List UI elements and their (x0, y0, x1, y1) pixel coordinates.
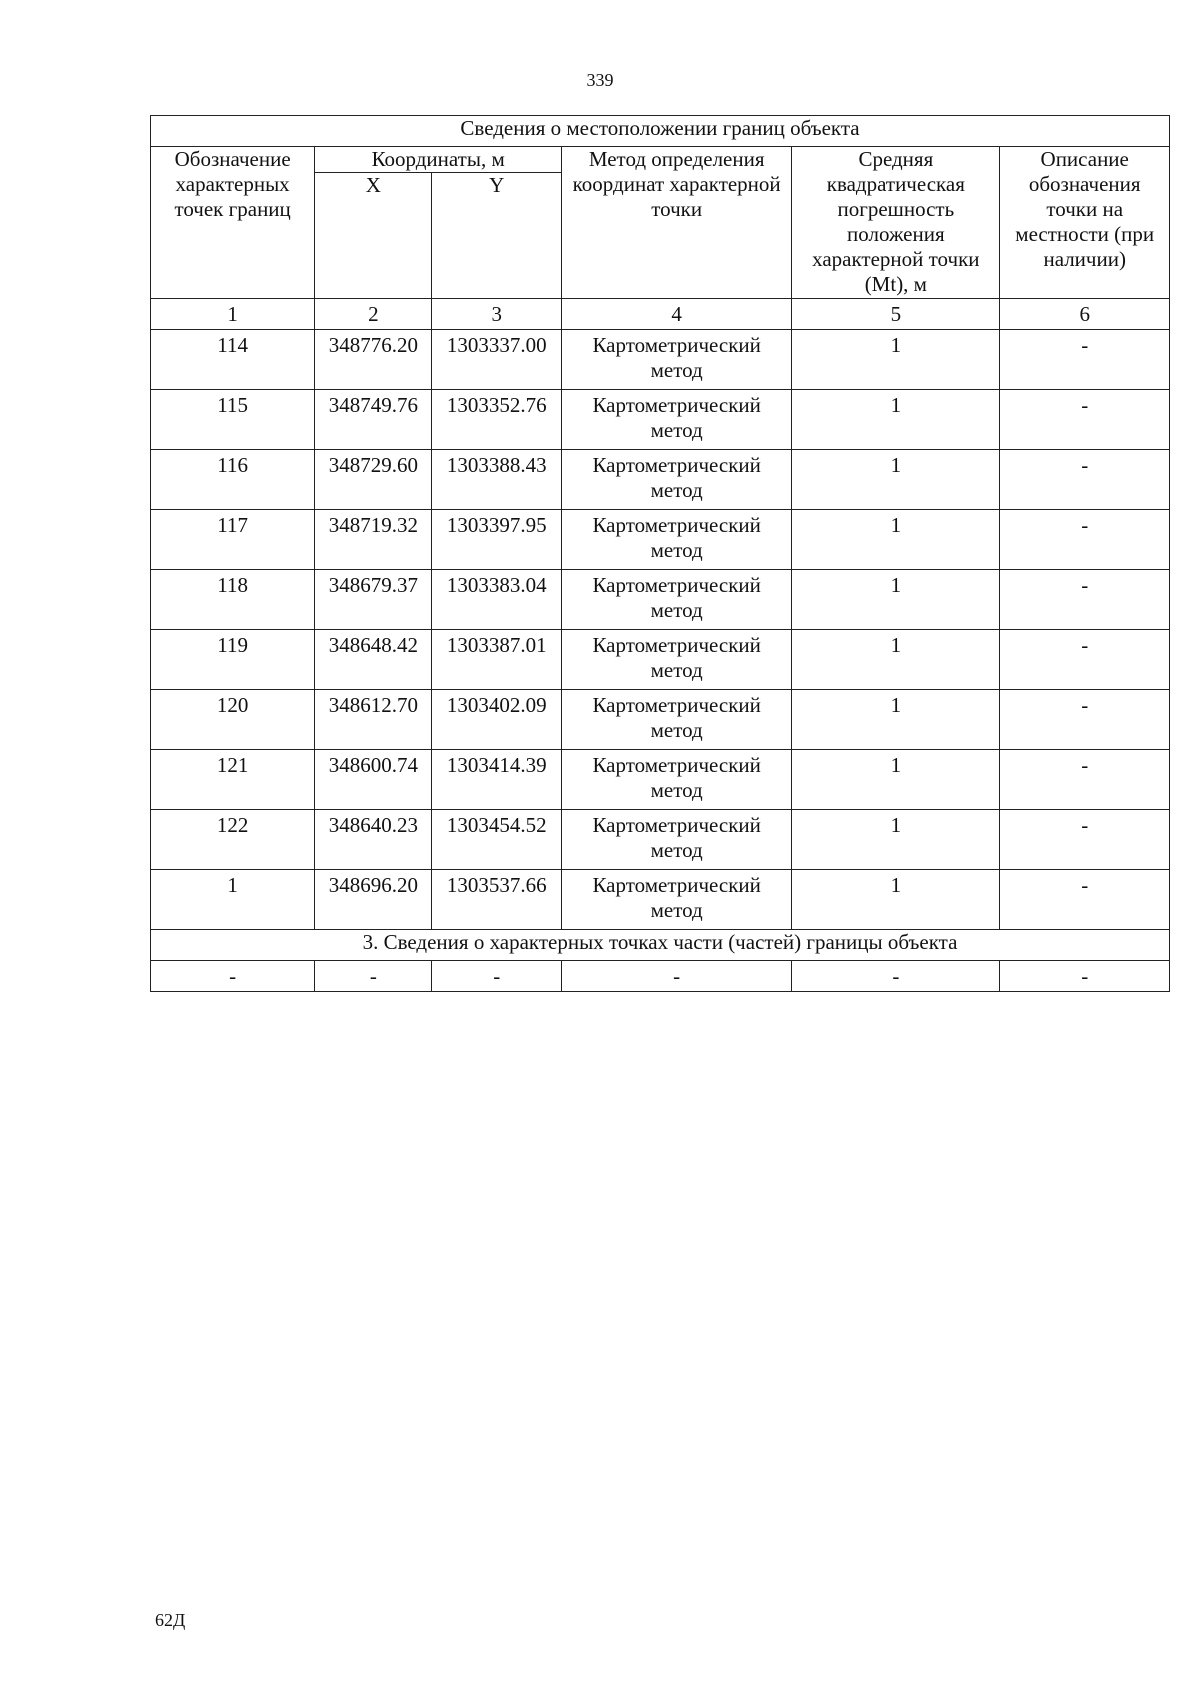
error-value: 1 (792, 750, 1000, 810)
section3-cell: - (432, 961, 562, 992)
coord-x: 348679.37 (315, 570, 432, 630)
table-row (151, 750, 1170, 810)
column-number: 5 (792, 299, 1000, 330)
error-value: 1 (792, 630, 1000, 690)
section3-title: 3. Сведения о характерных точках части (частей) границы объекта (151, 930, 1170, 961)
header-method: Метод определения координат характерной точки (562, 147, 792, 299)
table-title: Сведения о местоположении границ объекта (151, 116, 1170, 147)
coord-y: 1303397.95 (432, 510, 562, 570)
table-row (151, 570, 1170, 630)
header-row (151, 147, 1170, 173)
section3-cell: - (562, 961, 792, 992)
method: Картометрический метод (562, 870, 792, 930)
header-designation: Обозначение характерных точек границ (151, 147, 315, 299)
column-number: 1 (151, 299, 315, 330)
point-id: 120 (151, 690, 315, 750)
table-body (151, 116, 1170, 992)
footer-code: 62Д (155, 1610, 186, 1630)
point-id: 121 (151, 750, 315, 810)
coord-x: 348719.32 (315, 510, 432, 570)
error-value: 1 (792, 870, 1000, 930)
table-row (151, 390, 1170, 450)
header-y: Y (432, 173, 562, 299)
column-number: 6 (1000, 299, 1170, 330)
header-x: X (315, 173, 432, 299)
method: Картометрический метод (562, 810, 792, 870)
column-number: 4 (562, 299, 792, 330)
coord-x: 348729.60 (315, 450, 432, 510)
coord-y: 1303402.09 (432, 690, 562, 750)
description: - (1000, 810, 1170, 870)
coord-y: 1303352.76 (432, 390, 562, 450)
description: - (1000, 450, 1170, 510)
table-row (151, 690, 1170, 750)
header-error: Средняя квадратическая погрешность положения характерной точки (Mt), м (792, 147, 1000, 299)
method: Картометрический метод (562, 630, 792, 690)
coord-x: 348600.74 (315, 750, 432, 810)
column-number-row (151, 299, 1170, 330)
description: - (1000, 390, 1170, 450)
method: Картометрический метод (562, 750, 792, 810)
description: - (1000, 570, 1170, 630)
table-row (151, 450, 1170, 510)
table-row (151, 510, 1170, 570)
method: Картометрический метод (562, 690, 792, 750)
table-row (151, 330, 1170, 390)
point-id: 117 (151, 510, 315, 570)
point-id: 119 (151, 630, 315, 690)
description: - (1000, 330, 1170, 390)
point-id: 118 (151, 570, 315, 630)
method: Картометрический метод (562, 390, 792, 450)
error-value: 1 (792, 510, 1000, 570)
section3-title-row (151, 930, 1170, 961)
table-row (151, 630, 1170, 690)
method: Картометрический метод (562, 570, 792, 630)
error-value: 1 (792, 570, 1000, 630)
coord-x: 348612.70 (315, 690, 432, 750)
header-coordinates: Координаты, м (315, 147, 562, 173)
error-value: 1 (792, 450, 1000, 510)
error-value: 1 (792, 810, 1000, 870)
column-number: 3 (432, 299, 562, 330)
description: - (1000, 870, 1170, 930)
point-id: 1 (151, 870, 315, 930)
point-id: 116 (151, 450, 315, 510)
coord-x: 348648.42 (315, 630, 432, 690)
section3-row (151, 961, 1170, 992)
coord-x: 348640.23 (315, 810, 432, 870)
section3-cell: - (315, 961, 432, 992)
coord-y: 1303454.52 (432, 810, 562, 870)
coord-y: 1303414.39 (432, 750, 562, 810)
boundary-coordinates-table (150, 115, 1170, 992)
description: - (1000, 750, 1170, 810)
point-id: 115 (151, 390, 315, 450)
page-number: 339 (586, 70, 614, 90)
section3-cell: - (792, 961, 1000, 992)
table-title-row (151, 116, 1170, 147)
coord-x: 348749.76 (315, 390, 432, 450)
table-row (151, 870, 1170, 930)
point-id: 122 (151, 810, 315, 870)
method: Картометрический метод (562, 510, 792, 570)
header-description: Описание обозначения точки на местности (при наличии) (1000, 147, 1170, 299)
description: - (1000, 510, 1170, 570)
table-row (151, 810, 1170, 870)
point-id: 114 (151, 330, 315, 390)
section3-cell: - (151, 961, 315, 992)
coord-x: 348696.20 (315, 870, 432, 930)
error-value: 1 (792, 390, 1000, 450)
description: - (1000, 630, 1170, 690)
coord-y: 1303388.43 (432, 450, 562, 510)
column-number: 2 (315, 299, 432, 330)
coord-y: 1303383.04 (432, 570, 562, 630)
error-value: 1 (792, 690, 1000, 750)
coord-y: 1303387.01 (432, 630, 562, 690)
coord-y: 1303337.00 (432, 330, 562, 390)
description: - (1000, 690, 1170, 750)
coord-x: 348776.20 (315, 330, 432, 390)
section3-cell: - (1000, 961, 1170, 992)
method: Картометрический метод (562, 330, 792, 390)
error-value: 1 (792, 330, 1000, 390)
coord-y: 1303537.66 (432, 870, 562, 930)
method: Картометрический метод (562, 450, 792, 510)
